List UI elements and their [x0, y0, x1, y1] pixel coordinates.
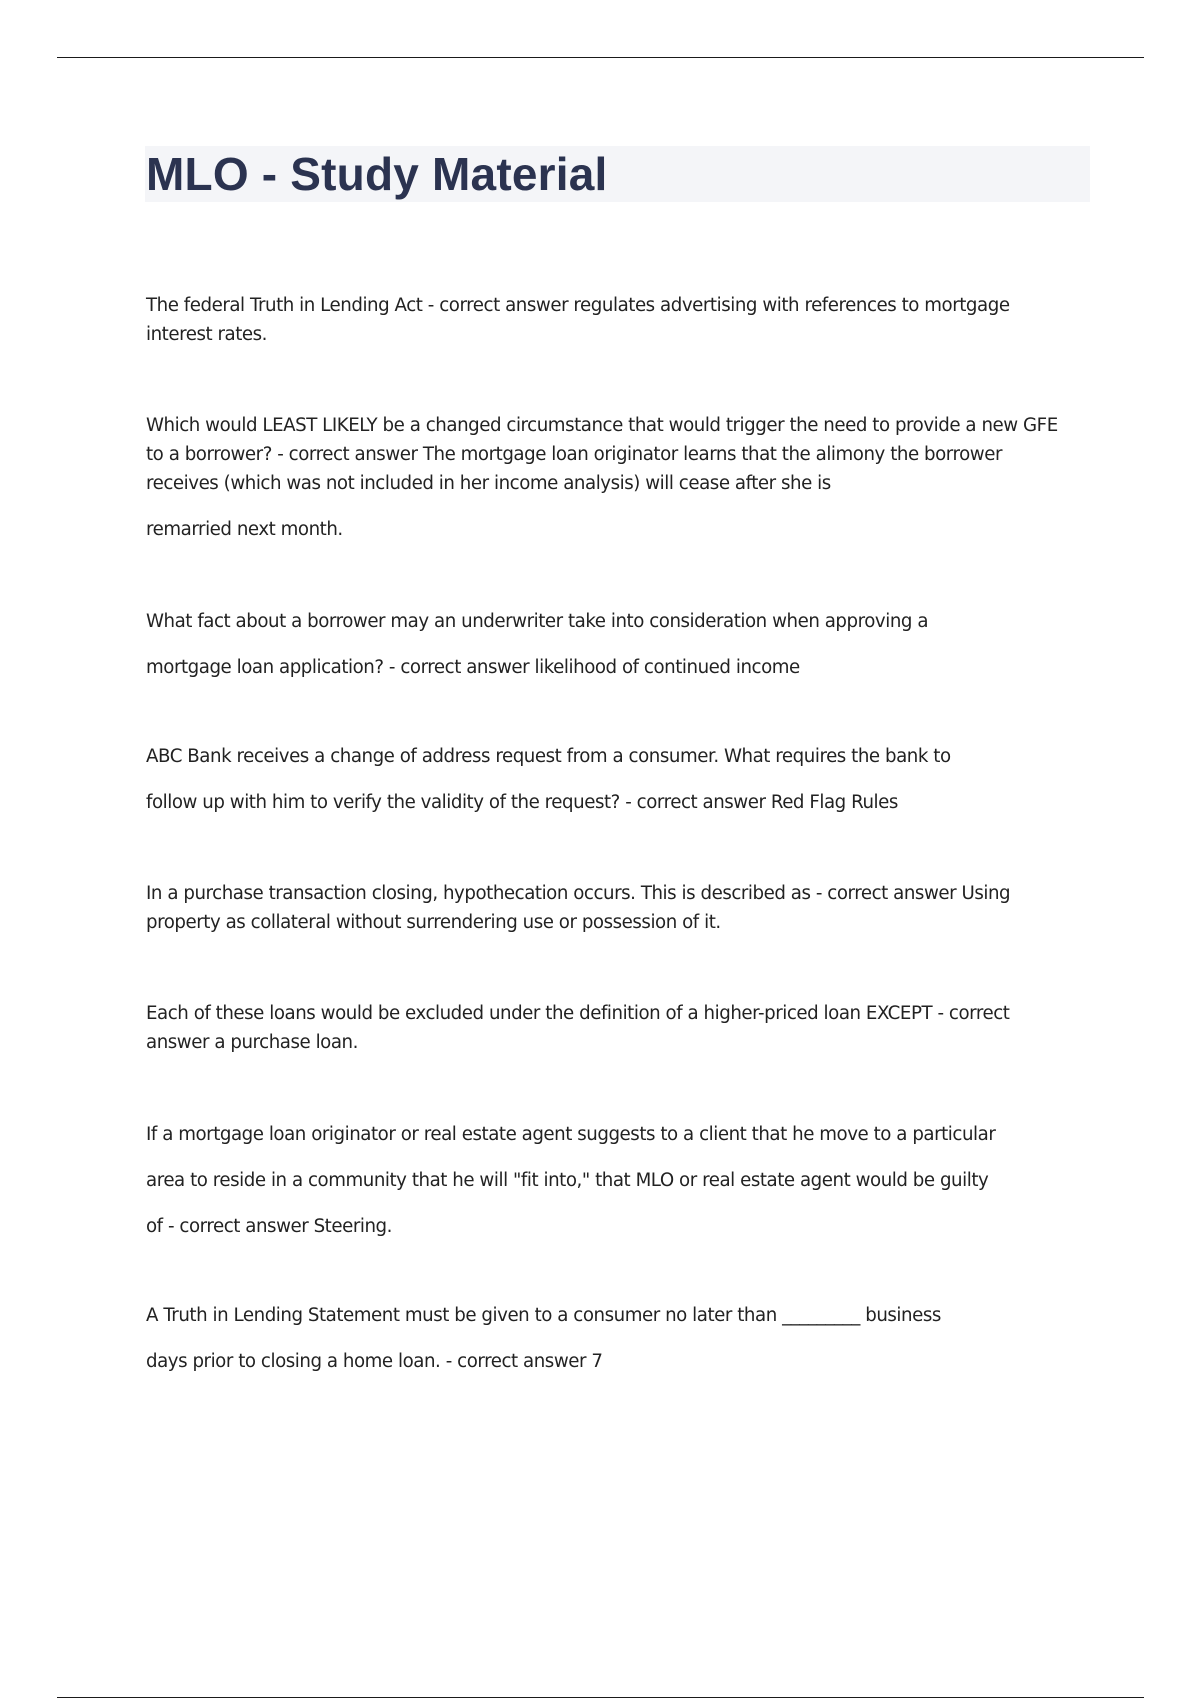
qa-line: property as collateral without surrendering use or possession of it.: [146, 912, 721, 933]
qa-line: follow up with him to verify the validity of the request? - correct answer Red Flag Rules: [146, 792, 898, 813]
qa-line: interest rates.: [146, 324, 268, 345]
qa-line: Each of these loans would be excluded under the definition of a higher-priced loan EXCEPT - correct: [146, 1003, 1010, 1024]
document-title: MLO - Study Material: [146, 148, 608, 200]
qa-line: days prior to closing a home loan. - correct answer 7: [146, 1351, 603, 1372]
qa-item-1: [146, 291, 1086, 349]
qa-line: If a mortgage loan originator or real estate agent suggests to a client that he move to a particular: [146, 1124, 996, 1145]
qa-item-7: [146, 1120, 1086, 1241]
qa-line: receives (which was not included in her income analysis) will cease after she is: [146, 473, 831, 494]
qa-line: The federal Truth in Lending Act - correct answer regulates advertising with references to mortgage: [146, 295, 1010, 316]
qa-item-2: [146, 411, 1086, 544]
qa-line: ABC Bank receives a change of address request from a consumer. What requires the bank to: [146, 746, 951, 767]
qa-line: What fact about a borrower may an underwriter take into consideration when approving a: [146, 611, 929, 632]
top-rule: [57, 57, 1144, 58]
qa-item-5: [146, 879, 1086, 937]
qa-line: answer a purchase loan.: [146, 1032, 358, 1053]
bottom-rule: [57, 1697, 1144, 1698]
qa-line: In a purchase transaction closing, hypothecation occurs. This is described as - correct answer Using: [146, 883, 1011, 904]
qa-item-8: [146, 1301, 1086, 1376]
qa-line: to a borrower? - correct answer The mortgage loan originator learns that the alimony the borrower: [146, 444, 1002, 465]
qa-item-6: [146, 999, 1086, 1057]
qa-line: remarried next month.: [146, 519, 343, 540]
qa-item-4: [146, 742, 1086, 817]
qa-item-3: [146, 607, 1086, 682]
qa-line: Which would LEAST LIKELY be a changed circumstance that would trigger the need to provide a new GFE: [146, 415, 1058, 436]
qa-line: mortgage loan application? - correct answer likelihood of continued income: [146, 657, 800, 678]
qa-line: of - correct answer Steering.: [146, 1216, 392, 1237]
qa-line: area to reside in a community that he will "fit into," that MLO or real estate agent would be guilty: [146, 1170, 989, 1191]
qa-line: A Truth in Lending Statement must be given to a consumer no later than _________ business: [146, 1305, 941, 1326]
